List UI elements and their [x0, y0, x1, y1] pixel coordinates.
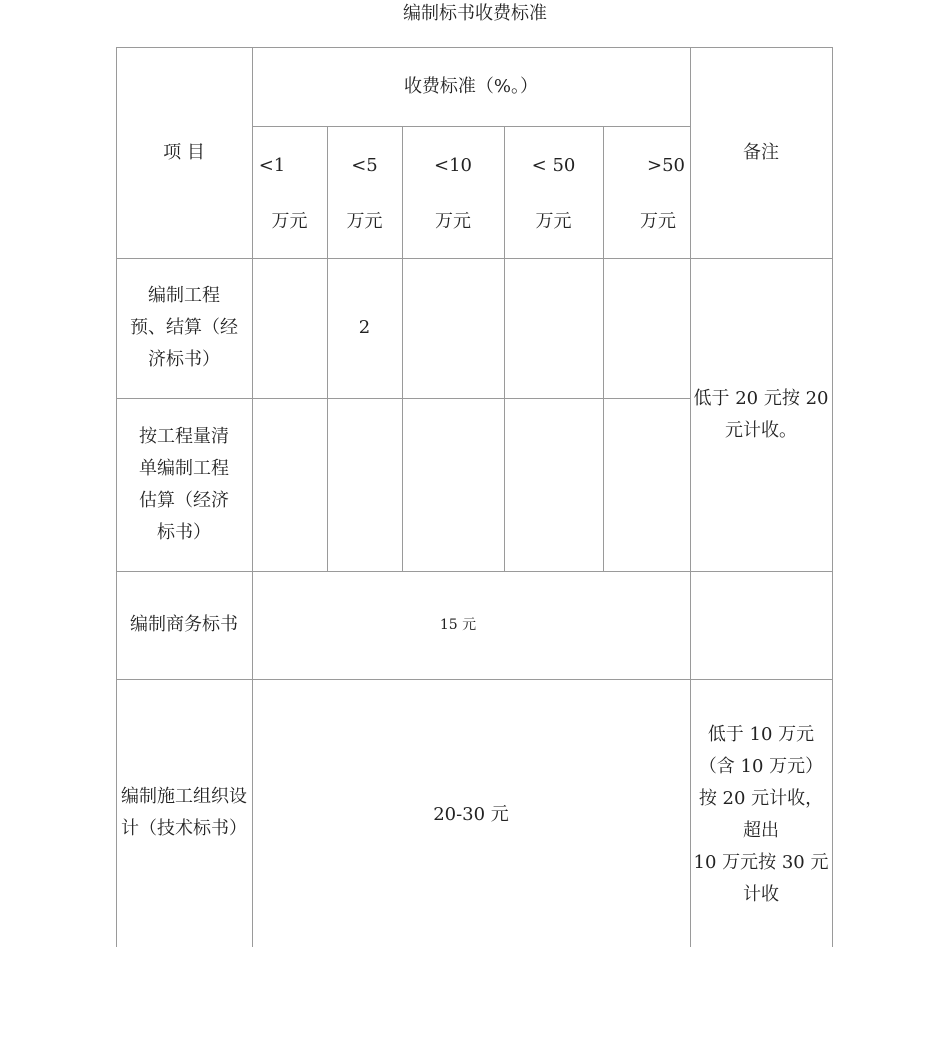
range-limit: < 50 — [531, 155, 576, 176]
range-unit: 万元 — [435, 211, 471, 232]
range-limit: <1 — [258, 155, 286, 176]
row-item-label: 编制施工组织设 计（技术标书） — [121, 786, 247, 839]
range-limit: <5 — [351, 155, 378, 176]
range-unit: 万元 — [271, 211, 308, 232]
range-unit: 万元 — [346, 211, 383, 232]
row-item-label: 编制商务标书 — [130, 614, 238, 635]
header-remarks: 备注 — [743, 141, 779, 163]
range-limit: >50 — [647, 155, 685, 176]
fee-value: 15 元 — [439, 617, 477, 633]
remark-economic: 低于 20 元按 20 元计收。 — [693, 387, 829, 441]
header-fee-standard: 收费标准（%。） — [403, 75, 539, 97]
row-item-label: 按工程量清 单编制工程 估算（经济 标书） — [139, 425, 229, 543]
remark-technical: 低于 10 万元 （含 10 万元） 按 20 元计收， 超出 10 万元按 30 元 计收 — [693, 724, 829, 905]
row-item-label: 编制工程 预、结算（经 济标书） — [130, 285, 238, 370]
fee-value: 20-30 元 — [433, 804, 509, 825]
header-item: 项 目 — [163, 141, 205, 163]
range-unit: 万元 — [535, 211, 572, 232]
range-unit: 万元 — [640, 211, 676, 232]
page-title: 编制标书收费标准 — [403, 3, 547, 24]
fee-value: 2 — [358, 317, 371, 338]
range-limit: <10 — [434, 155, 472, 176]
